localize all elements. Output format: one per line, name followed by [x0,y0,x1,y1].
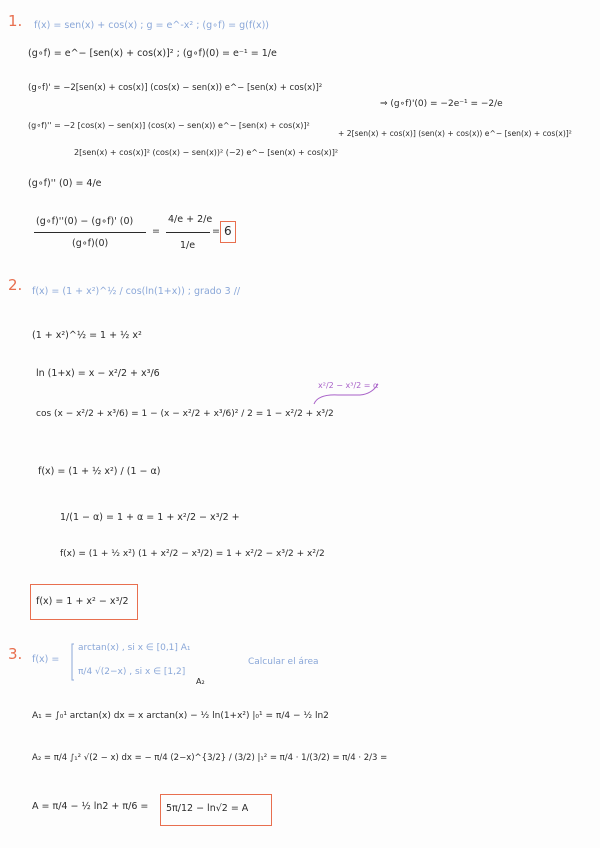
p3-line-3: A = π/4 − ½ ln2 + π/6 = [32,801,149,812]
p2-answer: f(x) = 1 + x² − x³/2 [36,596,129,607]
p2-line-5: 1/(1 − α) = 1 + α = 1 + x²/2 − x³/2 + [60,512,240,523]
p2-line-2: ln (1+x) = x − x²/2 + x³/6 [36,368,160,379]
p1-line-2b: ⇒ (g∘f)'(0) = −2e⁻¹ = −2/e [380,99,503,109]
p1-ratio-mid-numerator: 4/e + 2/e [168,214,213,225]
p1-answer: 6 [224,224,232,238]
p2-line-3: cos (x − x²/2 + x³/6) = 1 − (x − x²/2 + x³/6)² / 2 = 1 − x²/2 + x³/2 [36,409,334,419]
p2-line-1: (1 + x²)^½ = 1 + ½ x² [32,330,142,341]
p2-line-6: f(x) = (1 + ½ x²) (1 + x²/2 − x³/2) = 1 + x²/2 − x³/2 + x²/2 [60,549,325,559]
problem-2-number: 2. [8,276,23,294]
p1-ratio-bar [34,232,146,233]
p1-line-3: (g∘f)'' = −2 [cos(x) − sen(x)] (cos(x) − sen(x)) e^− [sen(x) + cos(x)]² [28,121,310,130]
p3-header-b: π/4 √(2−x) , si x ∈ [1,2] [78,667,186,677]
p3-fx-label: f(x) = [32,654,60,665]
p2-line-4: f(x) = (1 + ½ x²) / (1 − α) [38,466,161,477]
problem-3-number: 3. [8,645,23,663]
p1-equals-1: = [152,226,160,237]
p1-line-4: (g∘f)'' (0) = 4/e [28,178,102,189]
p1-line-1: (g∘f) = e^− [sen(x) + cos(x)]² ; (g∘f)(0) = e⁻¹ = 1/e [28,48,277,59]
problem-2-header: f(x) = (1 + x²)^½ / cos(ln(1+x)) ; grado 3 // [32,286,241,297]
p1-equals-2: = [212,226,220,237]
p1-ratio-mid-bar [166,232,210,233]
p3-answer: 5π/12 − ln√2 = A [166,803,249,814]
p2-alpha-note: x²/2 − x³/2 = α [318,381,379,390]
p1-line-3c: 2[sen(x) + cos(x)]² (cos(x) − sen(x))² (−2) e^− [sen(x) + cos(x)]² [74,148,339,157]
p1-line-3b: + 2[sen(x) + cos(x)] (sen(x) + cos(x)) e^− [sen(x) + cos(x)]² [338,129,572,138]
problem-1-number: 1. [8,12,23,30]
p3-a2-label: A₂ [196,677,205,686]
p1-line-2: (g∘f)' = −2[sen(x) + cos(x)] (cos(x) − sen(x)) e^− [sen(x) + cos(x)]² [28,83,323,93]
p3-line-2: A₂ = π/4 ∫₁² √(2 − x) dx = − π/4 (2−x)^{3/2} / (3/2) |₁² = π/4 · 1/(3/2) = π/4 · 2/3 = [32,753,388,763]
p1-ratio-denominator: (g∘f)(0) [72,238,109,249]
p3-header-c: Calcular el área [248,657,319,667]
p3-line-1: A₁ = ∫₀¹ arctan(x) dx = x arctan(x) − ½ ln(1+x²) |₀¹ = π/4 − ½ ln2 [32,711,329,721]
p1-ratio-numerator: (g∘f)''(0) − (g∘f)' (0) [36,216,134,227]
problem-1-header: f(x) = sen(x) + cos(x) ; g = e^-x² ; (g∘f) = g(f(x)) [34,20,269,31]
p3-header-a: arctan(x) , si x ∈ [0,1] A₁ [78,643,191,653]
p1-ratio-mid-denominator: 1/e [180,240,196,251]
